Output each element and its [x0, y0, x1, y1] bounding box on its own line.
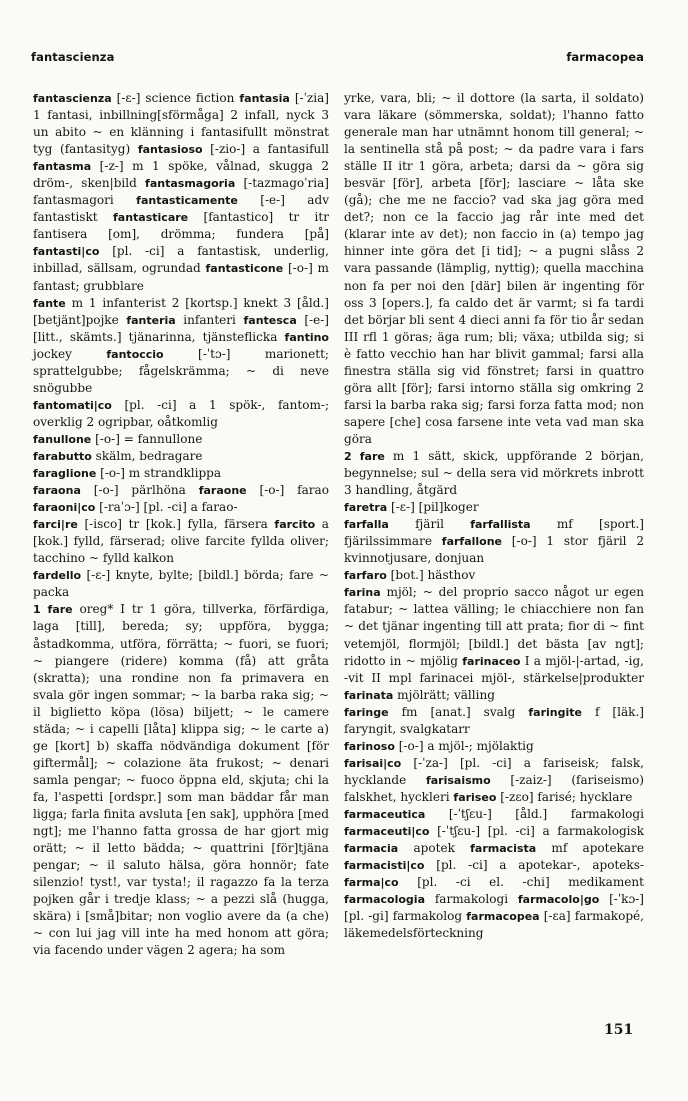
definition-text: [-raˈɔ-] [pl. -ci] a farao- — [95, 500, 238, 515]
definition-text: [pl. -ci] a fantastisk, underlig, inbillad, sällsam, ogrundad — [33, 244, 329, 276]
headword: fantesca — [243, 313, 297, 327]
definition-text: [-ɛ-] science fiction — [111, 91, 240, 105]
definition-text: [-zio-] a fantasifull — [202, 142, 330, 157]
headword: fardello — [33, 569, 82, 583]
dictionary-entry — [33, 601, 329, 959]
dictionary-entry — [33, 90, 329, 295]
headword: farabutto — [33, 449, 92, 463]
headword: farmacolo|go — [517, 893, 600, 907]
definition-text: [-o-] = fannullone — [91, 431, 203, 446]
dictionary-entry — [344, 90, 644, 448]
headword: farcito — [274, 518, 316, 532]
definition-text: apotek — [398, 841, 471, 856]
headword: farmacisti|co — [344, 859, 425, 873]
headword: fantasticamente — [136, 194, 238, 208]
definition-text: [-o-] pärlhöna — [80, 483, 199, 498]
headword: faringite — [528, 705, 582, 719]
headword: fantasti|co — [33, 245, 100, 259]
definition-text: [bot.] hästhov — [386, 568, 476, 583]
headword: faraone — [198, 484, 247, 498]
dictionary-entry — [344, 584, 644, 703]
headword: farinaceo — [462, 654, 521, 668]
dictionary-entry — [344, 738, 644, 755]
definition-text: [-ˈtʃɛu-] [åld.] farmakologi — [425, 806, 644, 821]
definition-text: [pl. -ci] a apotekar-, apoteks- — [424, 858, 644, 873]
headword: fantoccio — [106, 347, 164, 361]
definition-text: [-ˈtɔ-] marionett; sprattelgubbe; fågelskrämma; ~ di neve snögubbe — [33, 346, 329, 395]
definition-text: [-z-] m 1 spöke, vålnad, skugga 2 dröm-, sken|bild — [33, 159, 329, 191]
headword: fante — [33, 296, 66, 310]
headword: fantasioso — [137, 143, 203, 157]
headword: fantasticare — [113, 211, 189, 225]
headword: farinoso — [344, 739, 395, 753]
definition-text: [-o-] m strandklippa — [96, 466, 222, 481]
headword: fantasma — [33, 160, 92, 174]
headword: 2 fare — [344, 449, 385, 463]
headword: farmaceutica — [344, 807, 426, 821]
headword: farfaro — [344, 569, 387, 583]
page-number: 151 — [604, 1022, 634, 1038]
dictionary-entry — [344, 806, 644, 942]
dictionary-entry — [344, 755, 644, 806]
headword: faringe — [344, 705, 389, 719]
headword: fantasticone — [205, 262, 284, 276]
headword: farci|re — [33, 518, 78, 532]
headword: fanteria — [126, 313, 176, 327]
headword: farfallone — [441, 535, 503, 549]
definition-text: [-o-] farao — [246, 483, 329, 498]
definition-text: mjölrätt; välling — [393, 687, 495, 702]
definition-text: farmakologi — [425, 892, 518, 907]
definition-text: mf [sport.] fjärilssimmare — [344, 517, 644, 549]
dictionary-entry — [33, 397, 329, 431]
headword: fantasmagoria — [145, 177, 236, 191]
definition-text: oreg* I tr 1 göra, tillverka, förfärdiga, laga [till], bereda; sy; uppföra, bygga; åstadkomma, utföra, förrätta; ~ fuori, se fuori; ~ piangere (ridere) komma (få) att gråta (skratta); una rondine non fa primavera en svala gör ingen sommar; ~ la barba raka sig; ~ il biglietto köpa (lösa) biljett; ~ le camere städa; ~ i capelli [låta] klippa sig; ~ le carte a) ge [kort] b) skaffa nödvändiga dokument [för giftermål]; ~ colazione äta frukost; ~ denari samla pengar; ~ fuoco öppna eld, skjuta; chi la fa, l'aspetti [ordspr.] som man bäddar får man ligga; farla finita avsluta [en sak], upphöra [med ngt]; me l'hanno fatta grossa de har gjort mig orätt; ~ il letto bädda; ~ quattrini [för]tjäna pengar; ~ il saluto hälsa, göra honnör; fate silenzio! tyst!, var tysta!; il ragazzo fa la terza pojken går i tredje klass; ~ a pezzi slå (hugga, skära) i [små]bitar; non voglio avere da (a che) ~ con lui jag vill inte ha med honom att göra; via facendo under vägen 2 agera; ha som — [33, 602, 329, 958]
headword: farinata — [344, 688, 394, 702]
definition-text: a [kok.] fylld, färserad; olive farcite fyllda oliver; tacchino ~ fylld kalkon — [33, 517, 329, 566]
dictionary-entry — [344, 704, 644, 738]
headword: farma|co — [344, 876, 399, 890]
definition-text: [-ɛ-] [pil]koger — [387, 500, 479, 515]
definition-text: [-tazmagoˈria] fantasmagori — [33, 176, 329, 208]
headword: fantomati|co — [33, 398, 112, 412]
definition-text: [-ˈkɔ-] [pl. -gi] farmakolog — [344, 892, 644, 924]
headword: farmaceuti|co — [344, 825, 430, 839]
definition-text: fjäril — [388, 517, 471, 532]
headword: fantasia — [239, 92, 290, 105]
headword: fantino — [284, 330, 329, 344]
definition-text: jockey — [33, 346, 107, 361]
definition-text: [-zɛo] farisé; hycklare — [496, 789, 633, 804]
definition-text: [-ɛ-] knyte, bylte; [bildl.] börda; fare ~ packa — [33, 568, 329, 600]
definition-text: [fantastico] tr itr fantisera [om], drömma; fundera [på] — [33, 210, 329, 242]
definition-text: m 1 infanterist 2 [kortsp.] knekt 3 [åld.] [betjänt]pojke — [33, 295, 329, 327]
definition-text: skälm, bedragare — [91, 448, 203, 463]
definition-text: [pl. -ci el. -chi] medikament — [398, 875, 644, 890]
running-head-right: farmacopea — [566, 50, 644, 64]
definition-text: yrke, vara, bli; ~ il dottore (la sarta, il soldato) vara läkare (sömmerska, soldat); l'hanno fatto generale man har utnämnt honom till general; ~ la sentinella stå på post; ~ da padre vara i fars ställe II itr 1 göra, arbeta; darsi da ~ göra sig besvär [för], arbeta [för]; lasciare ~ låta ske (gå); che me ne faccio? vad ska jag göra med det?; non ce la faccio jag rår inte med det (klarar inte av det); non faccio in (a) tempo jag hinner inte göra det [i tid]; ~ a pugni slåss 2 vara passande (lämplig, nyttig); quella macchina non fa per noi den [där] bilen är ingenting för oss 3 [opers.], fa caldo det är varmt; si fa tardi det börjar bli sent 4 dieci anni fa för tio år sedan III rfl 1 göras; äga rum; bli; växa; utbilda sig; si è fatto vecchio han har blivit gammal; farsi alla finestra ställa sig vid fönstret; farsi in quattro göra allt [för]; farsi intorno ställa sig omkring 2 farsi la barba raka sig; farsi forza fatta mod; non sapere [che] cosa farsene inte veta vad man ska göra — [344, 91, 644, 446]
headword: fariseo — [453, 790, 497, 804]
dictionary-entry — [33, 431, 329, 448]
dictionary-entry — [33, 516, 329, 567]
headword: faraglione — [33, 467, 97, 481]
definition-text: [-o-] 1 stor fjäril 2 kvinnotjusare, donjuan — [344, 534, 644, 566]
definition-text: [-ˈzia] 1 fantasi, inbillning[sförmåga] 2 infall, nyck 3 un abito ~ en klänning i fantasifullt mönstrat tyg (fantasityg) — [33, 91, 329, 157]
dictionary-entry — [33, 465, 329, 482]
dictionary-entry — [344, 567, 644, 584]
definition-text: [-isco] tr [kok.] fylla, färsera — [77, 517, 275, 532]
headword: farfallista — [470, 518, 531, 532]
headword: fantascienza — [33, 92, 112, 105]
definition-text: infanteri — [175, 312, 244, 327]
definition-text: [-o-] a mjöl-; mjölaktig — [394, 738, 534, 753]
headword: farmacopea — [466, 910, 540, 924]
definition-text: [-e-] adv fantastiskt — [33, 193, 330, 225]
running-head-left: fantascienza — [31, 50, 115, 64]
definition-text: [-zaiz-] (fariseismo) falskhet, hyckleri — [344, 772, 645, 804]
headword: faretra — [344, 501, 388, 515]
dictionary-entry — [344, 499, 644, 516]
definition-text: mjöl; ~ del proprio sacco något ur egen fatabur; ~ lattea välling; le chiacchiere non fan ~ det tjänar ingenting till att prata; fior di ~ fint vetemjöl, flormjöl; [bildl.] det bästa [av ngt]; ridotto in ~ mjölig — [344, 585, 644, 668]
dictionary-entry — [33, 567, 329, 601]
headword: farfalla — [344, 518, 389, 532]
headword: fanullone — [33, 432, 92, 446]
dictionary-column-right — [344, 90, 644, 942]
definition-text: [pl. -ci] a 1 spök-, fantom-; overklig 2 ogripbar, oåtkomlig — [33, 397, 329, 429]
headword: faraona — [33, 484, 81, 498]
dictionary-entry — [33, 482, 329, 516]
definition-text: [-e-] [litt., skämts.] tjänarinna, tjänsteflicka — [33, 312, 330, 344]
headword: farina — [344, 586, 381, 600]
definition-text: [-ˈtʃɛu-] [pl. -ci] a farmakologisk — [429, 824, 644, 839]
headword: 1 fare — [33, 603, 73, 617]
headword: faraoni|co — [33, 501, 96, 515]
definition-text: I a mjöl-|-artad, -ig, -vit II mpl farinacei mjöl-, stärkelse|produkter — [344, 653, 644, 685]
dictionary-entry — [344, 448, 644, 499]
headword: farmacista — [470, 842, 537, 856]
dictionary-entry — [33, 448, 329, 465]
definition-text: m 1 sätt, skick, uppförande 2 början, begynnelse; sul ~ della sera vid mörkrets inbrott 3 handling, åtgärd — [344, 448, 644, 498]
headword: farmacia — [344, 842, 399, 856]
dictionary-entry — [33, 295, 329, 397]
definition-text: [-ɛa] farmakopé, läkemedelsförteckning — [344, 909, 644, 941]
dictionary-column-left — [33, 90, 329, 959]
headword: farisai|co — [344, 756, 402, 770]
definition-text: [-ˈza-] [pl. -ci] a fariseisk; falsk, hycklande — [344, 755, 644, 787]
definition-text: fm [anat.] svalg — [388, 704, 529, 719]
definition-text: mf apotekare — [536, 841, 645, 856]
dictionary-entry — [344, 516, 644, 567]
headword: farmacologia — [344, 893, 425, 907]
definition-text: [-o-] m fantast; grubblare — [33, 261, 329, 293]
headword: farisaismo — [425, 773, 491, 787]
definition-text: f [läk.] faryngit, svalgkatarr — [344, 704, 644, 736]
